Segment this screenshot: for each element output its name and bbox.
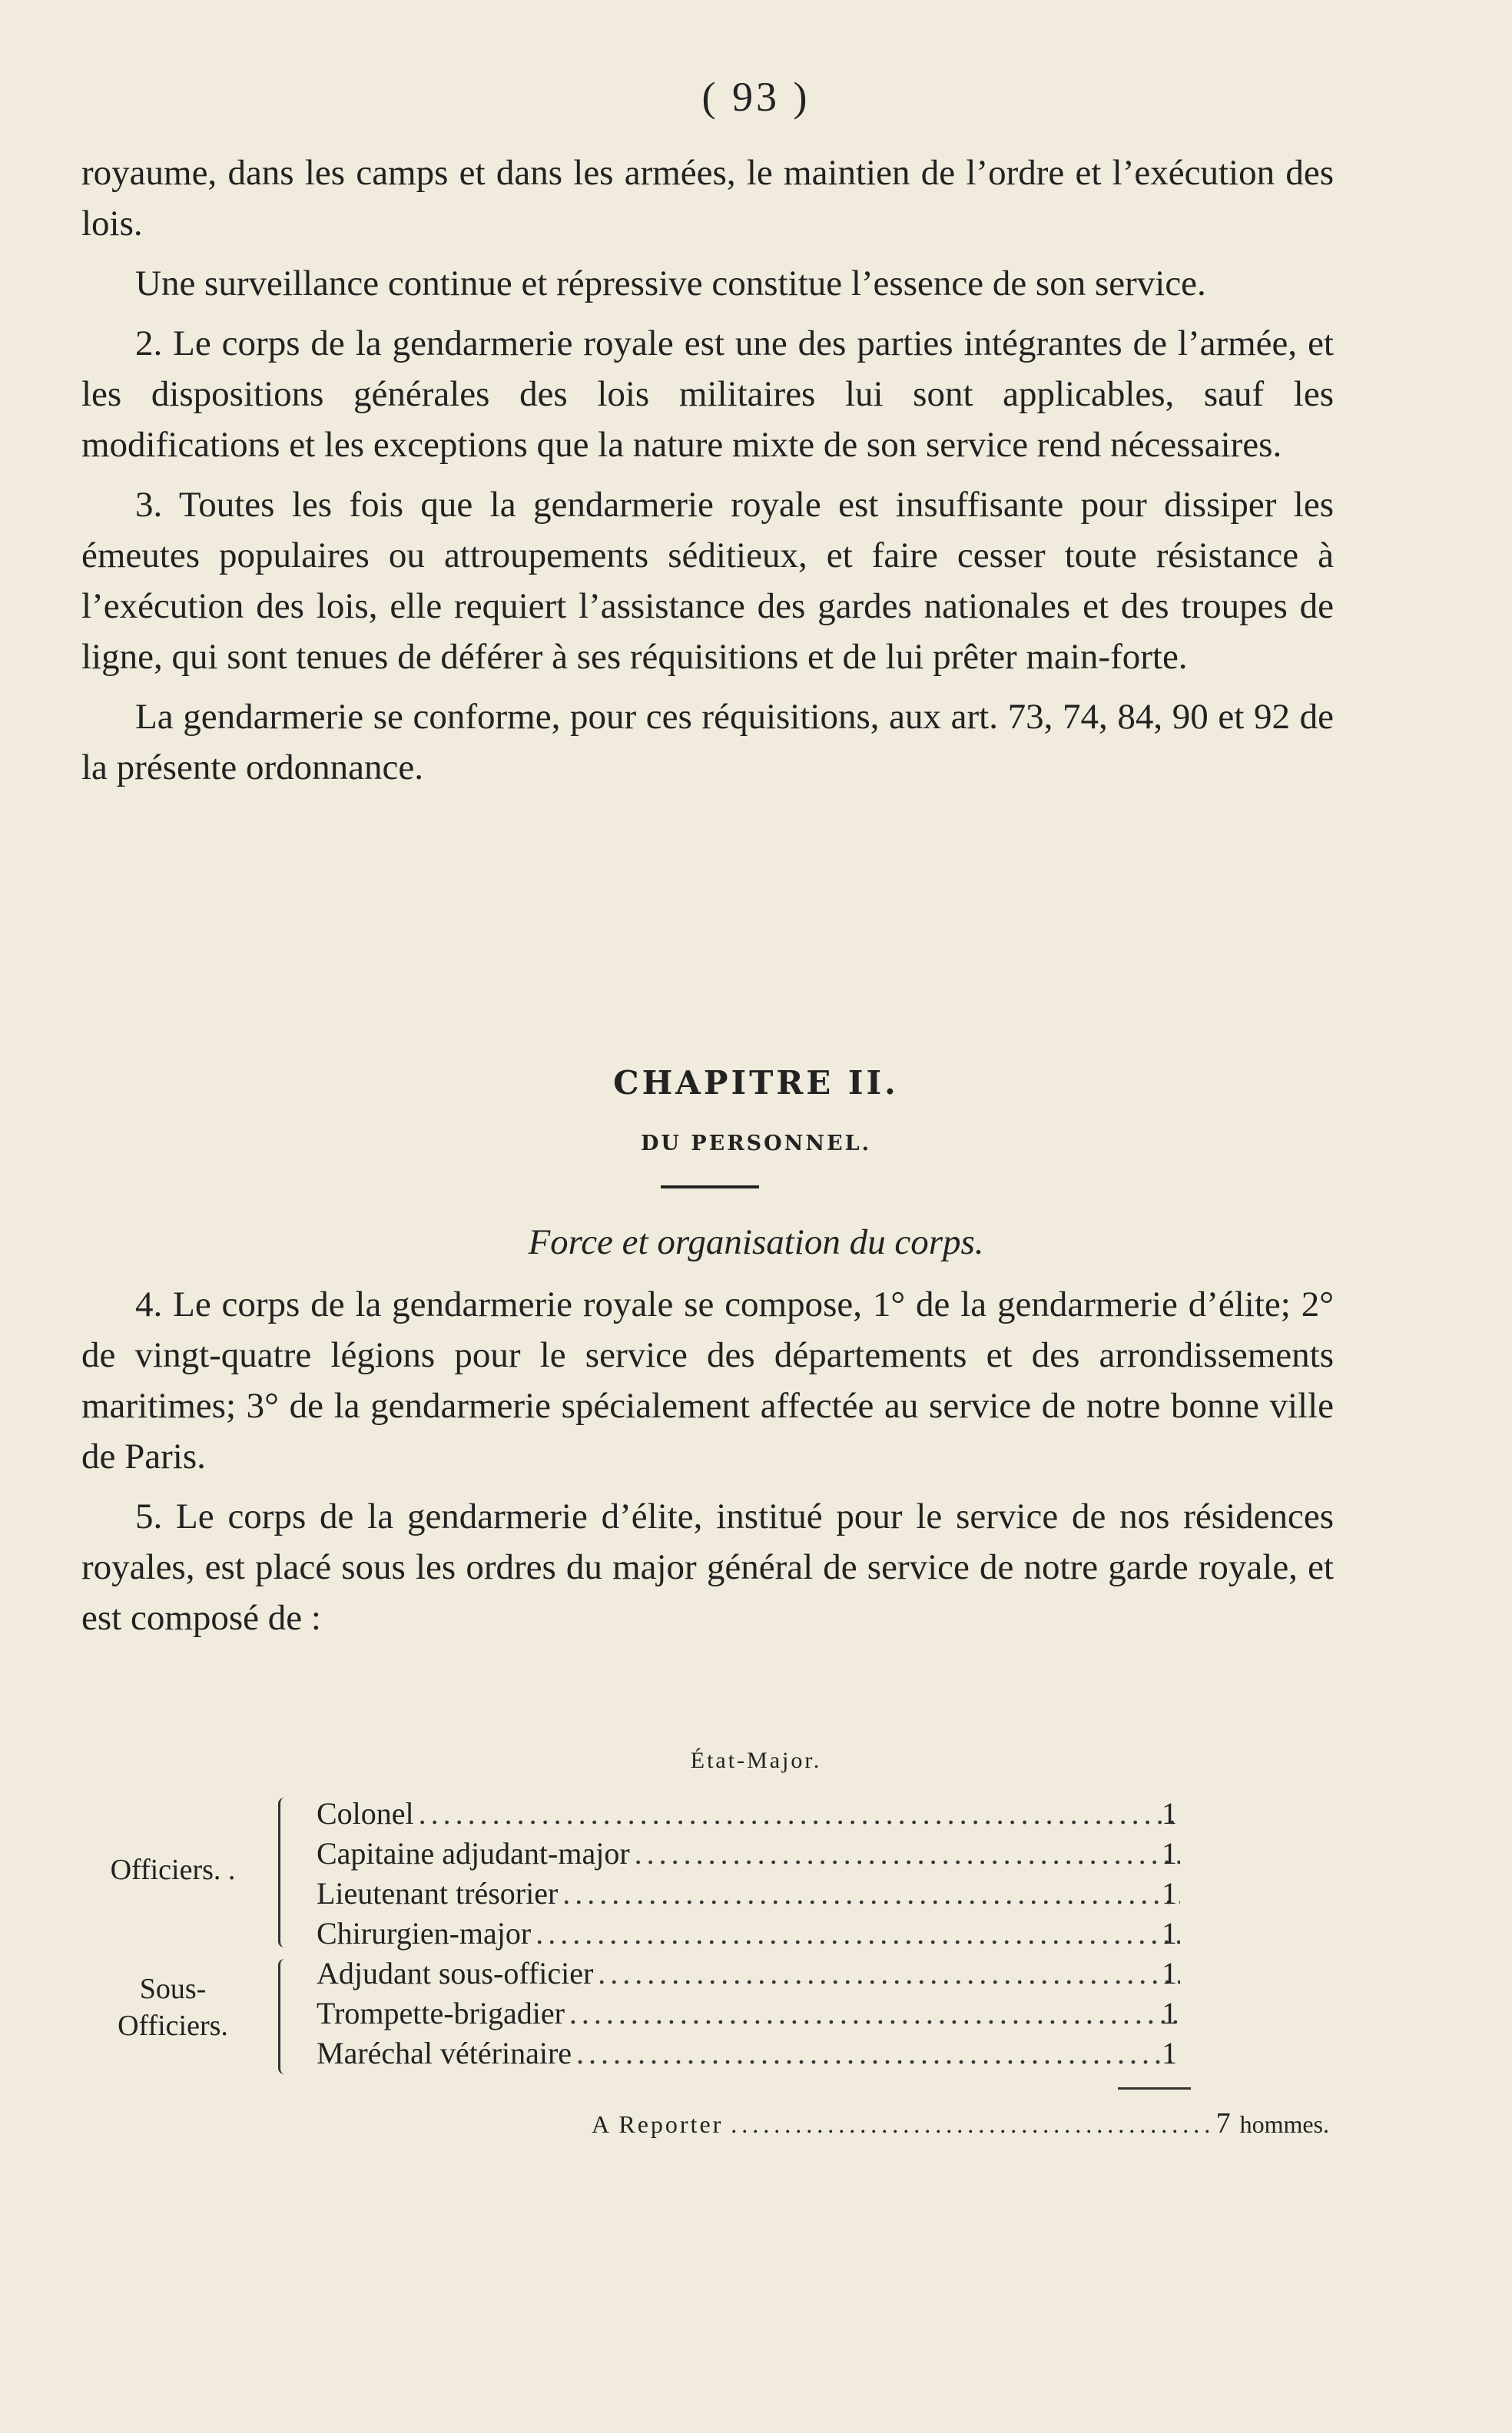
group-label-line: Sous- [139,1973,207,2005]
section-title: Force et organisation du corps. [528,1222,984,1262]
roster-row-count: 1 [1162,1836,1177,1871]
report-total: 7 [1215,2107,1231,2140]
leader-dots [562,1874,1180,1914]
roster-row-name: Trompette-brigadier [317,1996,565,2030]
leader-dots [536,1914,1180,1954]
roster-row-name: Chirurgien-major [317,1916,532,1951]
roster-row-count: 1 [1162,1916,1177,1951]
article-2-paragraph: 2. Le corps de la gendarmerie royale est une des parties intégrantes de l’armée, et les dispositions générales des lois militaires lui sont applicables, sauf les modifications et les exceptions que la nature mixte de son service rend nécessaires. [81,323,1334,465]
roster-row-name: Maréchal vétérinaire [317,2036,572,2070]
leader-dots [731,2104,1208,2144]
roster-row [317,1954,1185,1994]
group-label-officiers: Officiers. . [110,1854,236,1886]
roster-row-count: 1 [1162,1796,1177,1831]
group-label-line: Officiers. [118,2010,228,2042]
roster-row-name: Lieutenant trésorier [317,1876,559,1911]
leader-dots [569,1994,1180,2034]
roster-row-count: 1 [1162,1876,1177,1911]
leader-dots [635,1834,1180,1874]
sum-rule [1118,2087,1191,2090]
article-4-paragraph: 4. Le corps de la gendarmerie royale se compose, 1° de la gendarmerie d’élite; 2° de vingt-quatre légions pour le service des départements et des arrondissements maritimes; 3° de la gendarmerie spécialement affectée au service de notre bonne ville de Paris. [81,1284,1334,1477]
roster-row [317,1794,1185,1834]
brace-officiers [278,1798,288,1947]
roster-row-name: Adjudant sous-officier [317,1956,594,1990]
article-3-paragraph: 3. Toutes les fois que la gendarmerie royale est insuffisante pour dissiper les émeutes populaires ou attroupements séditieux, et faire cesser toute résistance à l’exécution des lois, elle requiert l’assistance des gardes nationales et des troupes de ligne, qui sont tenues de déférer à ses réquisitions et de lui prêter main-forte. [81,485,1334,677]
body-text-top [81,148,1334,802]
roster-row-name: Capitaine adjudant-major [317,1836,630,1871]
chapter-title: CHAPITRE II. [613,1064,899,1102]
roster-row [317,1914,1185,1954]
roster-row-count: 1 [1162,2036,1177,2070]
chapter-divider [661,1185,759,1188]
report-line [592,2103,1329,2144]
paragraph: Une surveillance continue et répressive constitue l’essence de son service. [135,264,1206,303]
leader-dots [576,2034,1180,2073]
roster-row-count: 1 [1162,1956,1177,1990]
article-5-paragraph: 5. Le corps de la gendarmerie d’élite, institué pour le service de nos résidences royales, est placé sous les ordres du major général de service de notre garde royale, et est composé de : [81,1497,1334,1638]
brace-sous-officiers [278,1959,288,2074]
paragraph: royaume, dans les camps et dans les armées, le maintien de l’ordre et l’exécution des lois. [81,153,1334,244]
etat-major-heading: État-Major. [690,1748,822,1773]
roster-row [317,1994,1185,2034]
group-label-sous-officiers [77,1971,269,2044]
roster-row-count: 1 [1162,1996,1177,2030]
leader-dots [598,1954,1180,1994]
leader-dots [419,1794,1180,1834]
body-text-bottom [81,1279,1334,1652]
roster-row-name: Colonel [317,1796,414,1831]
report-unit: hommes. [1239,2110,1329,2138]
paragraph: La gendarmerie se conforme, pour ces réquisitions, aux art. 73, 74, 84, 90 et 92 de la présente ordonnance. [81,697,1334,787]
roster-row [317,1874,1185,1914]
roster-row [317,2034,1185,2073]
page-number: ( 93 ) [701,74,811,120]
roster-row [317,1834,1185,1874]
report-label: A Reporter [592,2110,724,2138]
chapter-subtitle: DU PERSONNEL. [640,1132,872,1155]
